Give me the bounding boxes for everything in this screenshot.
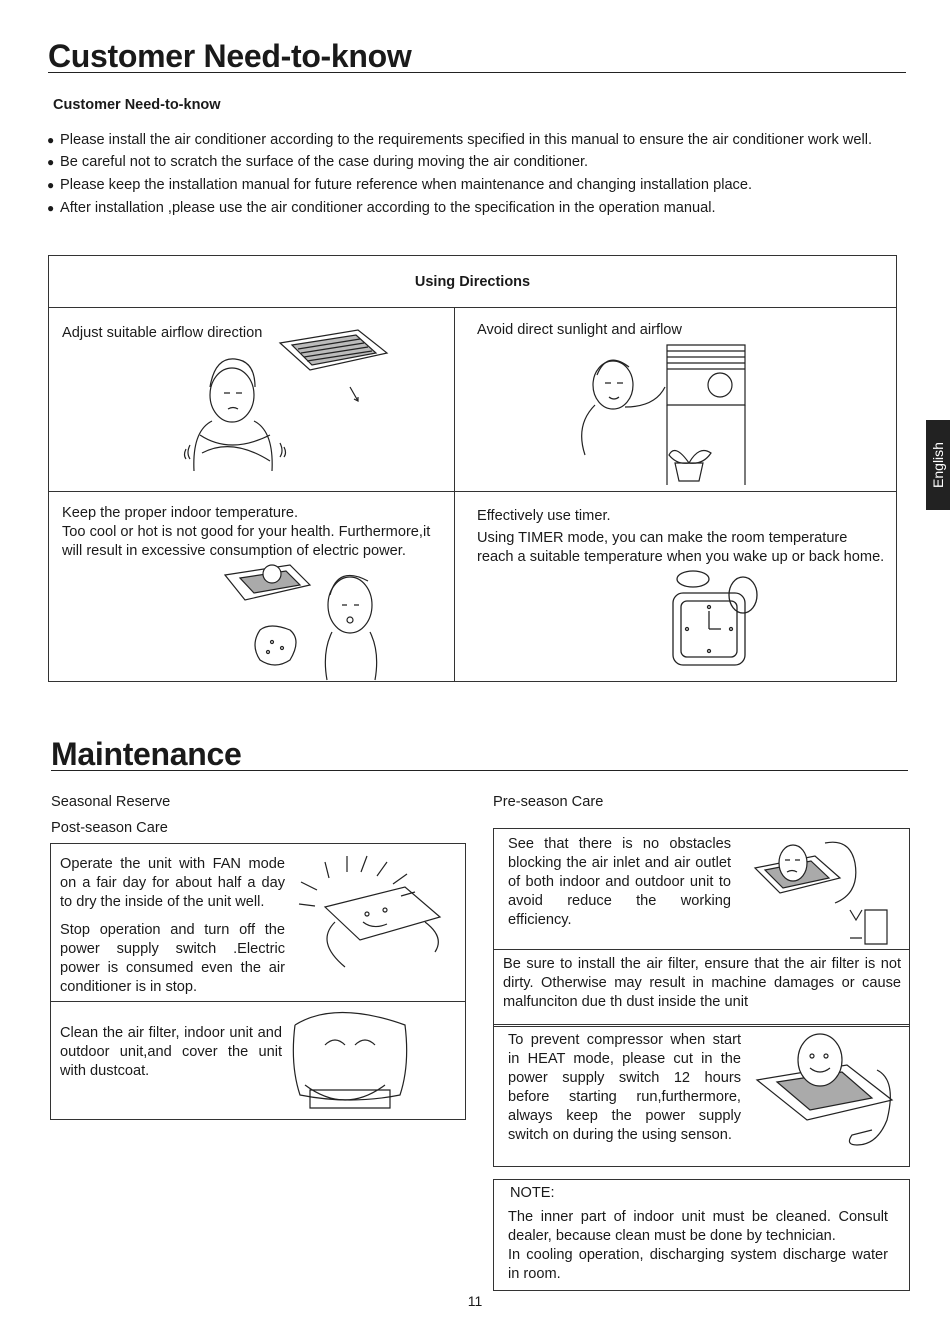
post-season-label: Post-season Care	[51, 820, 168, 836]
cell-sunlight-text: Avoid direct sunlight and airflow	[477, 322, 682, 338]
post-season-divider	[51, 1001, 465, 1002]
bullet-icon: ●	[47, 201, 55, 215]
clean-filter-text: Clean the air filter, indoor unit and outdoor unit,and cover the unit with dustcoat.	[60, 1025, 282, 1079]
drying-unit-illustration	[295, 852, 460, 972]
table-header: Using Directions	[49, 256, 896, 308]
air-filter-box	[493, 949, 910, 1027]
heat-mode-text: To prevent compressor when start in HEAT mode, please cut in the power supply switch 12 hours before starting run,furthermore, always keep the power supply switch on during the using senson.	[508, 1032, 741, 1143]
pre-season-label: Pre-season Care	[493, 794, 604, 810]
note-box	[493, 1179, 910, 1291]
title-rule	[48, 72, 906, 73]
alarm-clock-illustration	[665, 565, 765, 670]
page-number: 11	[467, 1293, 483, 1309]
table-divider-v	[454, 308, 455, 682]
page-title: Customer Need-to-know	[48, 38, 412, 74]
cell-timer-title: Effectively use timer.	[477, 508, 611, 524]
sunlight-window-illustration	[575, 345, 755, 485]
note-text-1: The inner part of indoor unit must be cleaned. Consult dealer, because clean must be done by technician.	[508, 1209, 888, 1244]
bullet-icon: ●	[47, 155, 55, 169]
bullet-item: ● Please keep the installation manual for future reference when maintenance and changing installation place.	[47, 177, 753, 193]
cell-airflow-text: Adjust suitable airflow direction	[62, 325, 263, 341]
bullet-item: ● Be careful not to scratch the surface of the case during moving the air conditioner.	[47, 154, 589, 170]
power-off-text: Stop operation and turn off the power supply switch .Electric power is consumed even the air conditioner is in stop.	[60, 922, 285, 995]
cell-temperature-text: Keep the proper indoor temperature. Too cool or hot is not good for your health. Furthermore,it will result in excessive consumption of electric power.	[62, 505, 431, 559]
note-text-2: In cooling operation, discharging system discharge water in room.	[508, 1247, 888, 1282]
bullet-item: ● After installation ,please use the air conditioner according to the specification in the operation manual.	[47, 200, 716, 216]
bullet-list	[47, 131, 902, 218]
fan-mode-text: Operate the unit with FAN mode on a fair day for about half a day to dry the inside of the unit well.	[60, 856, 285, 910]
language-tab	[926, 420, 950, 510]
seasonal-reserve-label: Seasonal Reserve	[51, 794, 171, 810]
bullet-item: ● Please install the air conditioner according to the requirements specified in this manual to ensure the air conditioner work well.	[47, 132, 873, 148]
cell-timer-text: Using TIMER mode, you can make the room temperature reach a suitable temperature when you wake up or back home.	[477, 530, 885, 565]
language-tab-label: English	[930, 442, 946, 488]
bullet-icon: ●	[47, 178, 55, 192]
dustcoat-unit-illustration	[285, 1005, 415, 1115]
bullet-icon: ●	[47, 133, 55, 147]
obstacles-text: See that there is no obstacles blocking the air inlet and air outlet of both indoor and outdoor unit to avoid reduce the working efficiency.	[508, 836, 731, 928]
obstacle-check-illustration	[745, 828, 905, 946]
note-label: NOTE:	[510, 1185, 555, 1201]
cold-person-illustration	[180, 325, 400, 490]
table-divider-h	[49, 491, 896, 492]
section-subtitle: Customer Need-to-know	[53, 97, 221, 113]
unit-and-child-illustration	[220, 560, 390, 680]
air-filter-text: Be sure to install the air filter, ensure that the air filter is not dirty. Otherwise may result in machine damages or cause malfunciton due th dust inside the unit	[503, 956, 901, 1010]
using-directions-table	[48, 255, 897, 682]
heat-mode-illustration	[752, 1030, 907, 1155]
maintenance-title: Maintenance	[51, 736, 242, 772]
maintenance-rule	[51, 770, 908, 771]
